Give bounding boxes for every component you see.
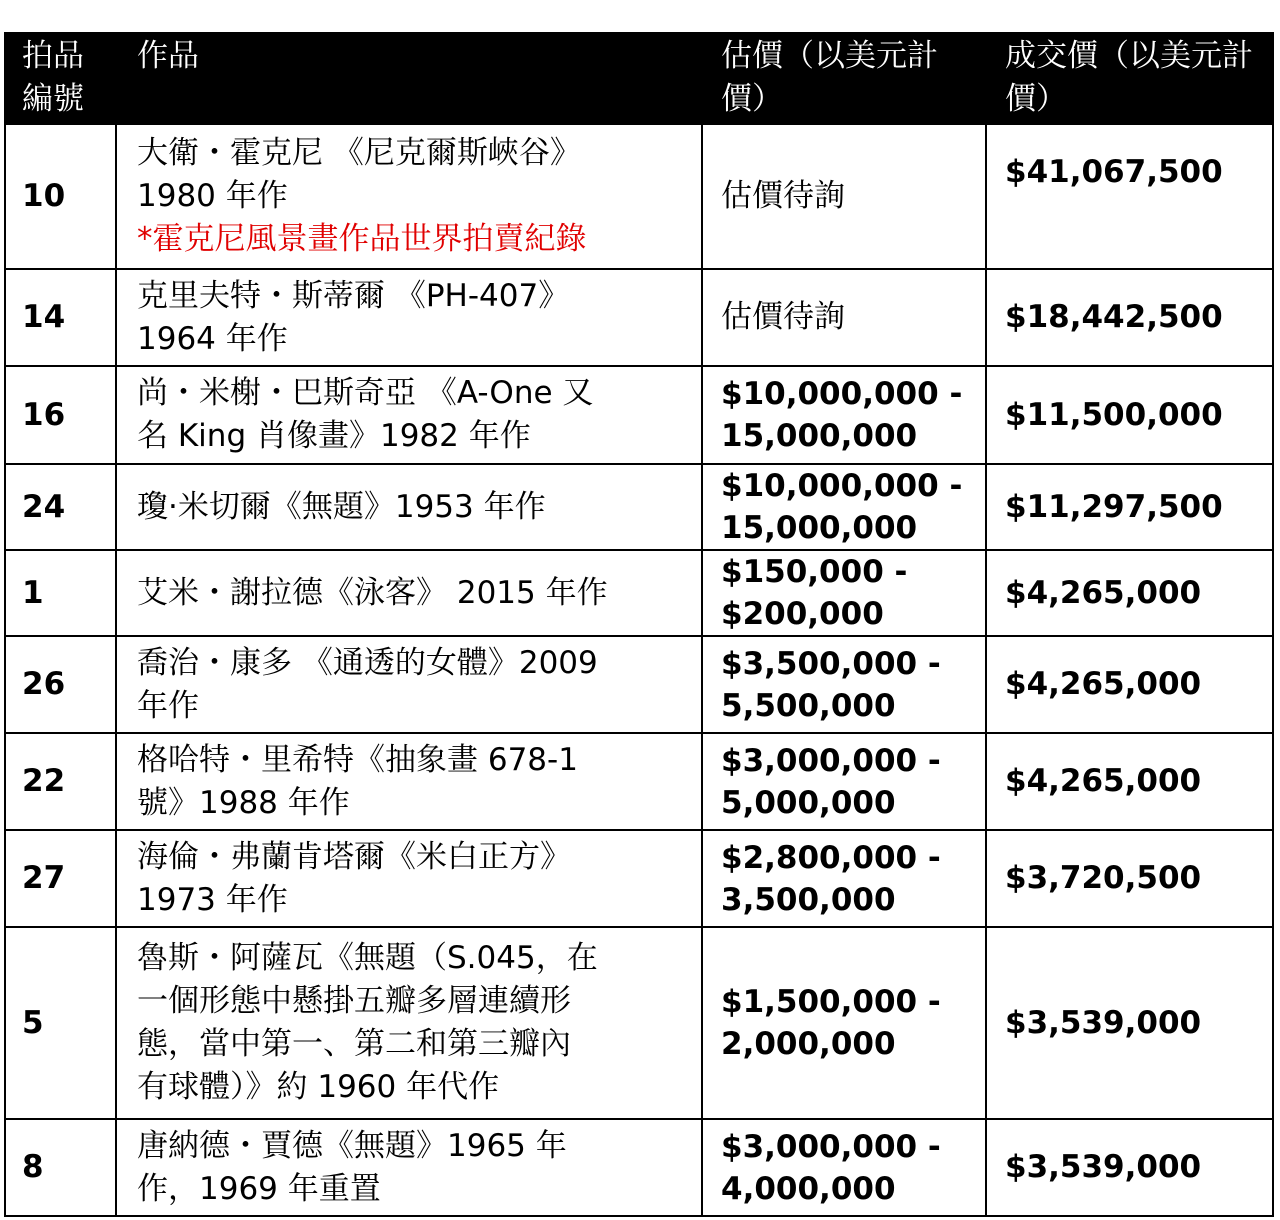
- estimate-line: 15,000,000: [721, 418, 918, 454]
- work-line: 有球體）》約 1960 年代作: [137, 1069, 500, 1105]
- lot-number-cell: 1: [5, 550, 116, 636]
- lot-number-cell: 10: [5, 124, 116, 269]
- work-line: 號》1988 年作: [137, 784, 350, 821]
- estimate-line: 2,000,000: [721, 1026, 896, 1062]
- work-line: 年作: [137, 687, 199, 724]
- price-cell: $3,720,500: [986, 830, 1273, 927]
- header-lot-number-text: 拍品編號: [22, 38, 84, 117]
- estimate-cell: [702, 366, 986, 464]
- table-row: [5, 366, 1273, 464]
- work-line: 一個形態中懸掛五瓣多層連續形: [137, 983, 571, 1019]
- header-lot-number: [5, 33, 116, 124]
- estimate-line: $10,000,000 -: [721, 376, 963, 412]
- table-row: [5, 636, 1273, 733]
- work-cell: [116, 733, 702, 830]
- lot-number-cell: 16: [5, 366, 116, 464]
- estimate-line: 3,500,000: [721, 881, 896, 918]
- price-cell: $4,265,000: [986, 550, 1273, 636]
- work-cell: [116, 269, 702, 366]
- estimate-line: $150,000 -: [721, 554, 908, 590]
- header-work-text: 作品: [137, 38, 199, 74]
- work-line: 瓊·米切爾《無題》1953 年作: [137, 488, 546, 525]
- work-line: 1973 年作: [137, 881, 288, 918]
- work-line: 喬治・康多 《通透的女體》2009: [137, 644, 598, 681]
- lot-number-cell: 14: [5, 269, 116, 366]
- price-cell: $4,265,000: [986, 733, 1273, 830]
- price-cell: $11,297,500: [986, 464, 1273, 550]
- work-line: 海倫・弗蘭肯塔爾《米白正方》: [137, 838, 571, 875]
- work-cell: [116, 464, 702, 550]
- work-cell: [116, 927, 702, 1119]
- lot-number-cell: 27: [5, 830, 116, 927]
- price-cell: $18,442,500: [986, 269, 1273, 366]
- estimate-line: $10,000,000 -: [721, 468, 963, 504]
- estimate-cell: [702, 733, 986, 830]
- header-price: [986, 33, 1273, 124]
- estimate-cell: [702, 830, 986, 927]
- estimate-cell: [702, 1119, 986, 1216]
- work-line: 態，當中第一、第二和第三瓣內: [137, 1026, 571, 1062]
- table-row: [5, 1119, 1273, 1216]
- work-line: 1964 年作: [137, 320, 288, 357]
- work-cell: [116, 550, 702, 636]
- lot-number-cell: 22: [5, 733, 116, 830]
- table-row: [5, 550, 1273, 636]
- work-cell: [116, 636, 702, 733]
- header-row: [5, 33, 1273, 124]
- estimate-cell: [702, 927, 986, 1119]
- lot-number-cell: 5: [5, 927, 116, 1119]
- header-price-text: 成交價（以美元計價）: [1005, 38, 1253, 117]
- estimate-line: $200,000: [721, 596, 884, 632]
- estimate-cell: [702, 550, 986, 636]
- auction-results-table-wrapper: [4, 32, 1272, 1217]
- estimate-cell: [702, 464, 986, 550]
- work-line: 作，1969 年重置: [137, 1170, 381, 1207]
- table-row: [5, 124, 1273, 269]
- work-line: 魯斯・阿薩瓦《無題（S.045，在: [137, 940, 598, 976]
- estimate-line: $3,500,000 -: [721, 645, 941, 682]
- price-cell: $3,539,000: [986, 1119, 1273, 1216]
- estimate-cell: [702, 636, 986, 733]
- work-line: 大衛・霍克尼 《尼克爾斯峽谷》: [137, 135, 581, 171]
- table-row: [5, 733, 1273, 830]
- estimate-line: 5,500,000: [721, 687, 896, 724]
- header-work: [116, 33, 702, 124]
- table-row: [5, 269, 1273, 366]
- lot-number-cell: 8: [5, 1119, 116, 1216]
- estimate-line: 15,000,000: [721, 510, 918, 546]
- price-cell: $3,539,000: [986, 927, 1273, 1119]
- estimate-line: $1,500,000 -: [721, 984, 941, 1020]
- table-row: [5, 464, 1273, 550]
- work-line: 1980 年作: [137, 178, 288, 214]
- estimate-line: 4,000,000: [721, 1170, 896, 1207]
- auction-results-table: [4, 32, 1274, 1217]
- price-cell: $4,265,000: [986, 636, 1273, 733]
- work-line: 艾米・謝拉德《泳客》 2015 年作: [137, 574, 608, 611]
- estimate-line: 5,000,000: [721, 784, 896, 821]
- price-cell: $11,500,000: [986, 366, 1273, 464]
- header-estimate: [702, 33, 986, 124]
- table-header: [5, 33, 1273, 124]
- estimate-cell: 估價待詢: [702, 269, 986, 366]
- work-line: 尚・米榭・巴斯奇亞 《A-One 又: [137, 375, 594, 411]
- work-line: 格哈特・里希特《抽象畫 678-1: [137, 741, 578, 778]
- lot-number-cell: 24: [5, 464, 116, 550]
- work-cell: [116, 1119, 702, 1216]
- estimate-line: $2,800,000 -: [721, 839, 941, 876]
- work-cell: [116, 124, 702, 269]
- work-cell: [116, 366, 702, 464]
- work-line: 名 King 肖像畫》1982 年作: [137, 418, 531, 454]
- estimate-line: $3,000,000 -: [721, 1128, 941, 1165]
- record-note: *霍克尼風景畫作品世界拍賣紀錄: [137, 221, 587, 257]
- work-cell: [116, 830, 702, 927]
- table-row: [5, 830, 1273, 927]
- table-row: [5, 927, 1273, 1119]
- estimate-line: $3,000,000 -: [721, 742, 941, 779]
- header-estimate-text: 估價（以美元計價）: [721, 38, 938, 117]
- lot-number-cell: 26: [5, 636, 116, 733]
- work-line: 克里夫特・斯蒂爾 《PH-407》: [137, 277, 570, 314]
- estimate-cell: 估價待詢: [702, 124, 986, 269]
- price-cell: $41,067,500: [986, 124, 1273, 269]
- work-line: 唐納德・賈德《無題》1965 年: [137, 1127, 567, 1164]
- table-body: [5, 124, 1273, 1216]
